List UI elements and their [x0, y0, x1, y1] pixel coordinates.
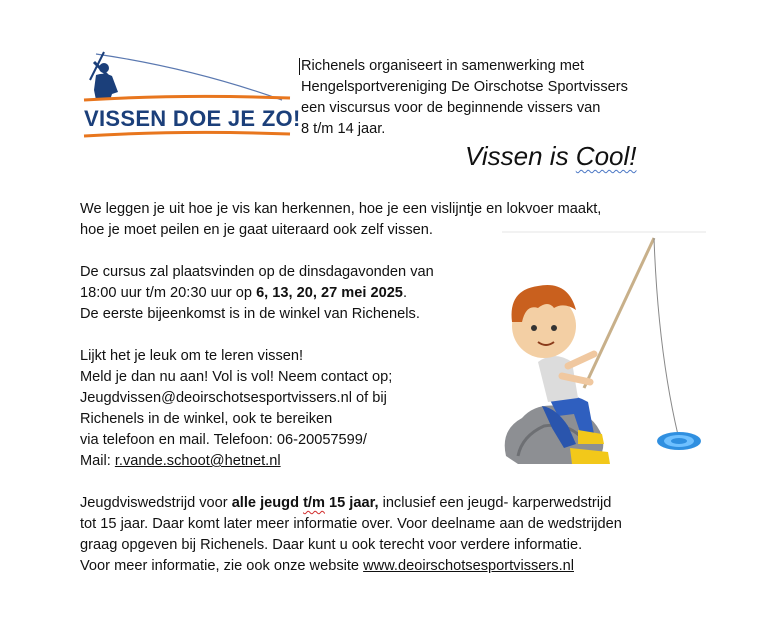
mail-label: Mail: — [80, 453, 115, 469]
course-dates: 6, 13, 20, 27 mei 2025 — [256, 285, 403, 301]
competition-extra: inclusief een jeugd- karperwedstrijd — [378, 495, 612, 511]
website-link[interactable]: www.deoirschotsesportvissers.nl — [363, 558, 574, 574]
para2-line-1: De cursus zal plaatsvinden op de dinsdagavonden van — [80, 264, 434, 280]
para3-line-1: Lijkt het je leuk om te leren vissen! — [80, 348, 304, 364]
intro-paragraph — [301, 56, 628, 140]
intro-line-3: een viscursus voor de beginnende vissers van — [301, 100, 601, 116]
age-group-tm: t/m — [303, 495, 325, 511]
para1-line-2: hoe je moet peilen en je gaat uiteraard ook zelf vissen. — [80, 222, 433, 238]
para4-line-2: tot 15 jaar. Daar komt later meer informatie over. Voor deelname aan de wedstrijden — [80, 516, 622, 532]
age-group-part-2: 15 jaar, — [324, 495, 379, 511]
intro-line-2: Hengelsportvereniging De Oirschotse Sportvissers — [301, 79, 628, 95]
para2-line-3: De eerste bijeenkomst is in de winkel van Richenels. — [80, 306, 420, 322]
para4-line-1 — [80, 493, 622, 514]
age-group-bold — [232, 495, 379, 511]
boy-fishing-icon — [498, 230, 710, 470]
text-cursor — [299, 58, 300, 75]
website-label: Voor meer informatie, zie ook onze website — [80, 558, 364, 574]
competition-intro: Jeugdviswedstrijd voor — [80, 495, 232, 511]
course-time: 18:00 uur t/m 20:30 uur op — [80, 285, 257, 301]
boy-fishing-illustration — [498, 230, 710, 470]
para4-line-4 — [80, 556, 622, 577]
para4-line-3: graag opgeven bij Richenels. Daar kunt u ook terecht voor verdere informatie. — [80, 537, 583, 553]
slogan-heading — [465, 141, 637, 172]
mail-link[interactable]: r.vande.schoot@hetnet.nl — [114, 453, 281, 469]
para3-line-4: Richenels in de winkel, ook te bereiken — [80, 411, 333, 427]
age-group-part-1: alle jeugd — [231, 495, 304, 511]
logo-text: VISSEN DOE JE ZO! — [84, 106, 301, 131]
slogan-part-1: Vissen is — [465, 141, 576, 171]
slogan-part-2: Cool! — [575, 141, 637, 171]
intro-line-1: Richenels organiseert in samenwerking met — [301, 58, 585, 74]
intro-line-4: 8 t/m 14 jaar. — [301, 121, 386, 137]
vissen-doe-je-zo-logo — [82, 48, 301, 140]
para1-line-1: We leggen je uit hoe je vis kan herkennen, hoe je een vislijntje en lokvoer maakt, — [80, 201, 602, 217]
para3-line-2: Meld je dan nu aan! Vol is vol! Neem contact op; — [80, 369, 393, 385]
para3-line-5: via telefoon en mail. Telefoon: 06-20057599/ — [80, 432, 367, 448]
period: . — [402, 285, 407, 301]
para3-line-3: Jeugdvissen@deoirschotsesportvissers.nl of bij — [80, 390, 387, 406]
